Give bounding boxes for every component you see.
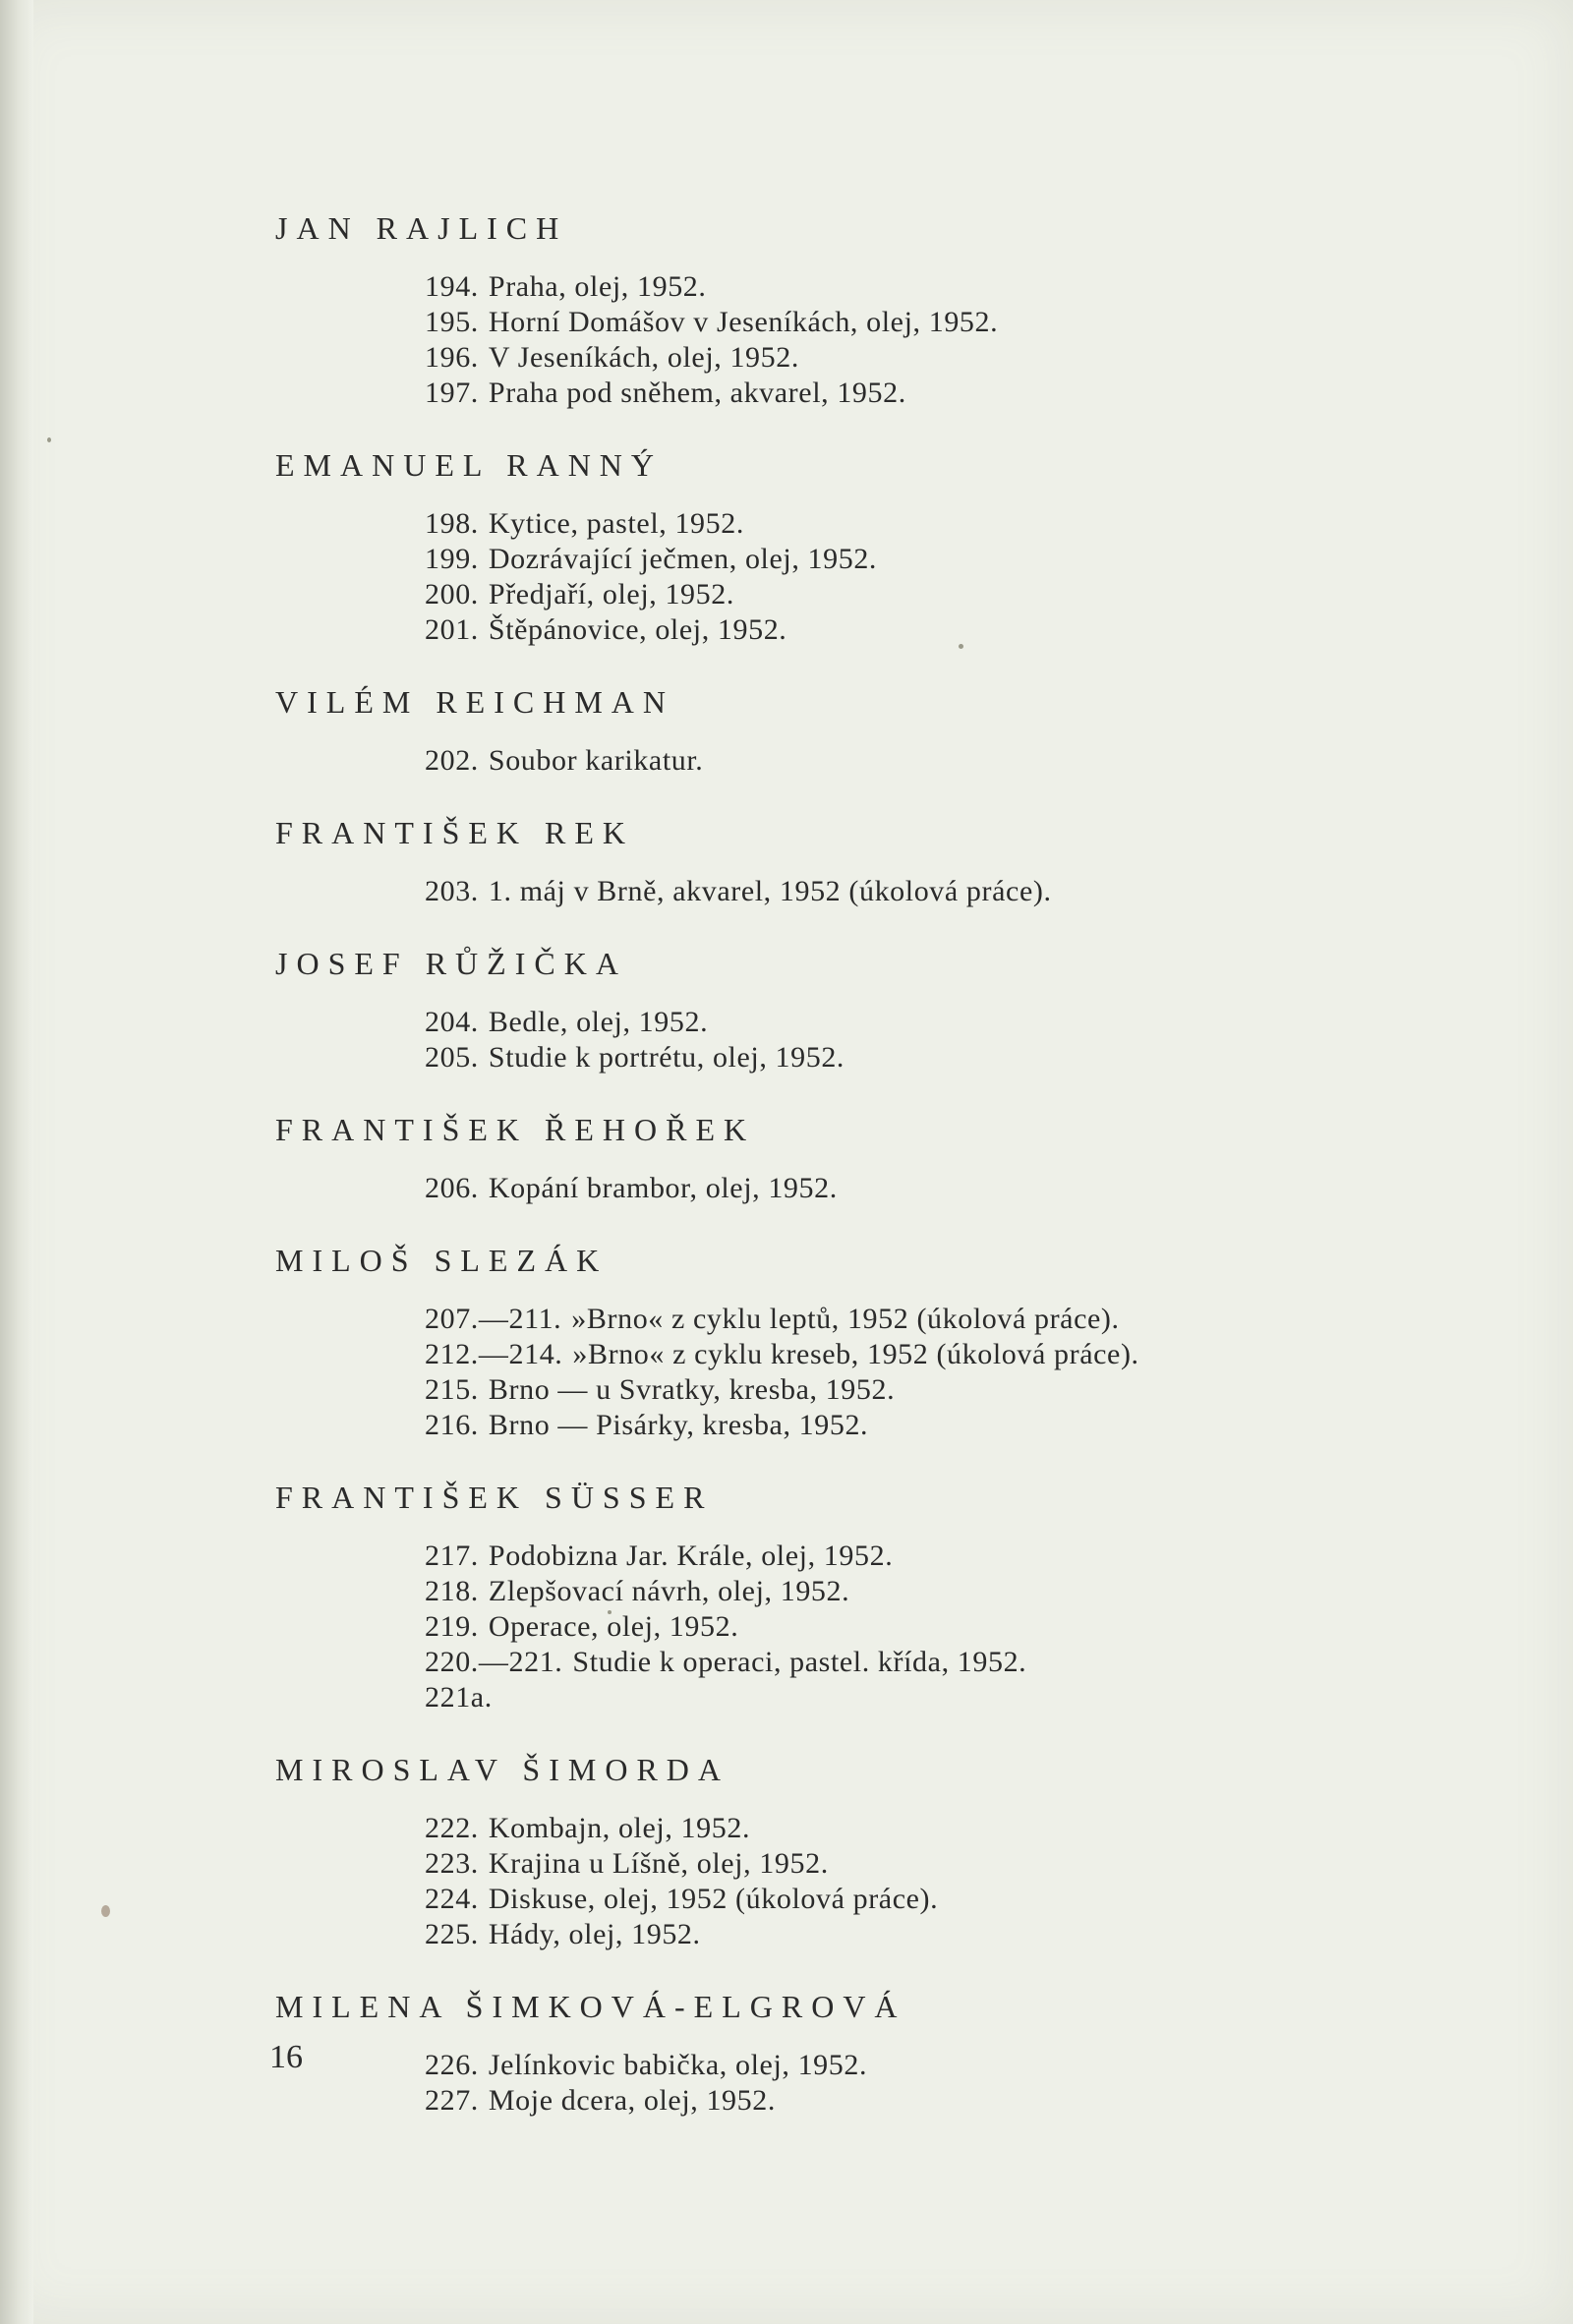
- work-title: Kytice, pastel, 1952.: [488, 507, 744, 540]
- work-title: Zlepšovací návrh, olej, 1952.: [488, 1575, 850, 1607]
- work-entry: [425, 2083, 1357, 2119]
- work-entry: [425, 1040, 1357, 1075]
- work-number: 226.: [425, 2049, 479, 2081]
- works-list: [425, 874, 1357, 909]
- work-title: Podobizna Jar. Krále, olej, 1952.: [488, 1540, 894, 1572]
- work-title: »Brno« z cyklu kreseb, 1952 (úkolová práce).: [572, 1338, 1139, 1370]
- work-number: 219.: [425, 1610, 479, 1643]
- work-number: 218.: [425, 1575, 479, 1607]
- works-list: [425, 1005, 1357, 1075]
- work-entry: [425, 1337, 1357, 1372]
- artist-name: FRANTIŠEK SÜSSER: [275, 1480, 714, 1515]
- work-number: 207.—211.: [425, 1303, 562, 1335]
- work-number: 224.: [425, 1883, 479, 1915]
- works-list: [425, 1811, 1357, 1952]
- artist-name: EMANUEL RANNÝ: [275, 447, 664, 483]
- work-number: 206.: [425, 1172, 479, 1204]
- work-entry: [425, 1609, 1357, 1645]
- artist-section: [275, 443, 1357, 648]
- works-list: [425, 1171, 1357, 1206]
- work-entry: [425, 1372, 1357, 1408]
- works-list: [425, 1539, 1357, 1715]
- artist-name: JAN RAJLICH: [275, 210, 568, 246]
- work-number: 217.: [425, 1540, 479, 1572]
- work-title: Bedle, olej, 1952.: [488, 1006, 709, 1038]
- artist-section: [275, 680, 1357, 779]
- work-entry: [425, 1171, 1357, 1206]
- page-binding-edge: [0, 0, 33, 2324]
- work-title: Jelínkovic babička, olej, 1952.: [488, 2049, 868, 2081]
- paper-speck: [101, 1905, 110, 1917]
- work-entry: [425, 612, 1357, 648]
- artist-name: MIROSLAV ŠIMORDA: [275, 1752, 729, 1787]
- works-list: [425, 743, 1357, 779]
- work-entry: [425, 874, 1357, 909]
- artist-section: [275, 1985, 1357, 2119]
- work-number: 204.: [425, 1006, 479, 1038]
- work-entry: [425, 1846, 1357, 1882]
- work-title: Krajina u Líšně, olej, 1952.: [488, 1847, 829, 1880]
- artist-section: [275, 1239, 1357, 1443]
- work-title: Horní Domášov v Jeseníkách, olej, 1952.: [488, 306, 999, 338]
- work-number: 200.: [425, 578, 479, 610]
- artist-section: [275, 206, 1357, 411]
- work-title: Soubor karikatur.: [488, 744, 704, 777]
- work-number: 194.: [425, 270, 479, 303]
- work-entry: [425, 1882, 1357, 1917]
- work-title: V Jeseníkách, olej, 1952.: [488, 341, 799, 374]
- work-entry: [425, 305, 1357, 340]
- work-number: 201.: [425, 613, 479, 646]
- paper-speck: [47, 437, 51, 442]
- work-number: 205.: [425, 1041, 479, 1074]
- work-entry: [425, 1302, 1357, 1337]
- work-entry: [425, 269, 1357, 305]
- work-title: »Brno« z cyklu leptů, 1952 (úkolová práce).: [571, 1303, 1120, 1335]
- work-entry: [425, 1917, 1357, 1952]
- work-number: 199.: [425, 543, 479, 575]
- work-number: 221a.: [425, 1681, 493, 1714]
- work-number: 212.—214.: [425, 1338, 563, 1370]
- work-entry: [425, 1680, 1357, 1715]
- artist-section: [275, 1748, 1357, 1952]
- work-number: 225.: [425, 1918, 479, 1950]
- work-title: Studie k portrétu, olej, 1952.: [488, 1041, 845, 1074]
- artist-section: [275, 942, 1357, 1075]
- work-title: Kombajn, olej, 1952.: [488, 1812, 751, 1844]
- work-title: Praha, olej, 1952.: [488, 270, 707, 303]
- artist-name: MILOŠ SLEZÁK: [275, 1243, 609, 1278]
- work-number: 196.: [425, 341, 479, 374]
- work-number: 197.: [425, 377, 479, 409]
- artist-section: [275, 1476, 1357, 1715]
- work-title: Štěpánovice, olej, 1952.: [488, 613, 787, 646]
- work-entry: [425, 2048, 1357, 2083]
- artist-section: [275, 811, 1357, 909]
- work-entry: [425, 376, 1357, 411]
- work-number: 220.—221.: [425, 1646, 563, 1678]
- work-entry: [425, 1811, 1357, 1846]
- works-list: [425, 506, 1357, 648]
- work-title: 1. máj v Brně, akvarel, 1952 (úkolová práce).: [488, 875, 1052, 907]
- work-entry: [425, 506, 1357, 542]
- work-entry: [425, 1408, 1357, 1443]
- work-number: 198.: [425, 507, 479, 540]
- works-list: [425, 2048, 1357, 2119]
- work-title: Studie k operaci, pastel. křída, 1952.: [572, 1646, 1027, 1678]
- work-number: 227.: [425, 2084, 479, 2117]
- work-title: Brno — u Svratky, kresba, 1952.: [488, 1373, 896, 1406]
- artist-section: [275, 1108, 1357, 1206]
- work-number: 216.: [425, 1409, 479, 1441]
- work-title: Kopání brambor, olej, 1952.: [488, 1172, 838, 1204]
- artist-name: FRANTIŠEK ŘEHOŘEK: [275, 1112, 756, 1147]
- work-number: 215.: [425, 1373, 479, 1406]
- work-title: Hády, olej, 1952.: [488, 1918, 701, 1950]
- works-list: [425, 1302, 1357, 1443]
- work-title: Předjaří, olej, 1952.: [488, 578, 734, 610]
- work-title: Operace, olej, 1952.: [488, 1610, 739, 1643]
- work-number: 195.: [425, 306, 479, 338]
- work-title: Dozrávající ječmen, olej, 1952.: [488, 543, 878, 575]
- work-entry: [425, 542, 1357, 577]
- work-title: Diskuse, olej, 1952 (úkolová práce).: [488, 1883, 939, 1915]
- page-number: 16: [269, 2039, 303, 2075]
- work-number: 202.: [425, 744, 479, 777]
- artist-name: VILÉM REICHMAN: [275, 684, 674, 720]
- artist-name: MILENA ŠIMKOVÁ-ELGROVÁ: [275, 1989, 906, 2024]
- work-entry: [425, 1574, 1357, 1609]
- work-title: Moje dcera, olej, 1952.: [488, 2084, 776, 2117]
- work-number: 223.: [425, 1847, 479, 1880]
- work-title: Brno — Pisárky, kresba, 1952.: [488, 1409, 869, 1441]
- work-entry: [425, 1005, 1357, 1040]
- work-entry: [425, 577, 1357, 612]
- work-number: 203.: [425, 875, 479, 907]
- artist-name: JOSEF RŮŽIČKA: [275, 946, 627, 981]
- work-entry: [425, 743, 1357, 779]
- artist-name: FRANTIŠEK REK: [275, 815, 635, 850]
- work-entry: [425, 1539, 1357, 1574]
- work-title: Praha pod sněhem, akvarel, 1952.: [488, 377, 906, 409]
- works-list: [425, 269, 1357, 411]
- work-entry: [425, 1645, 1357, 1680]
- work-entry: [425, 340, 1357, 376]
- artist-catalog: [275, 206, 1357, 2151]
- work-number: 222.: [425, 1812, 479, 1844]
